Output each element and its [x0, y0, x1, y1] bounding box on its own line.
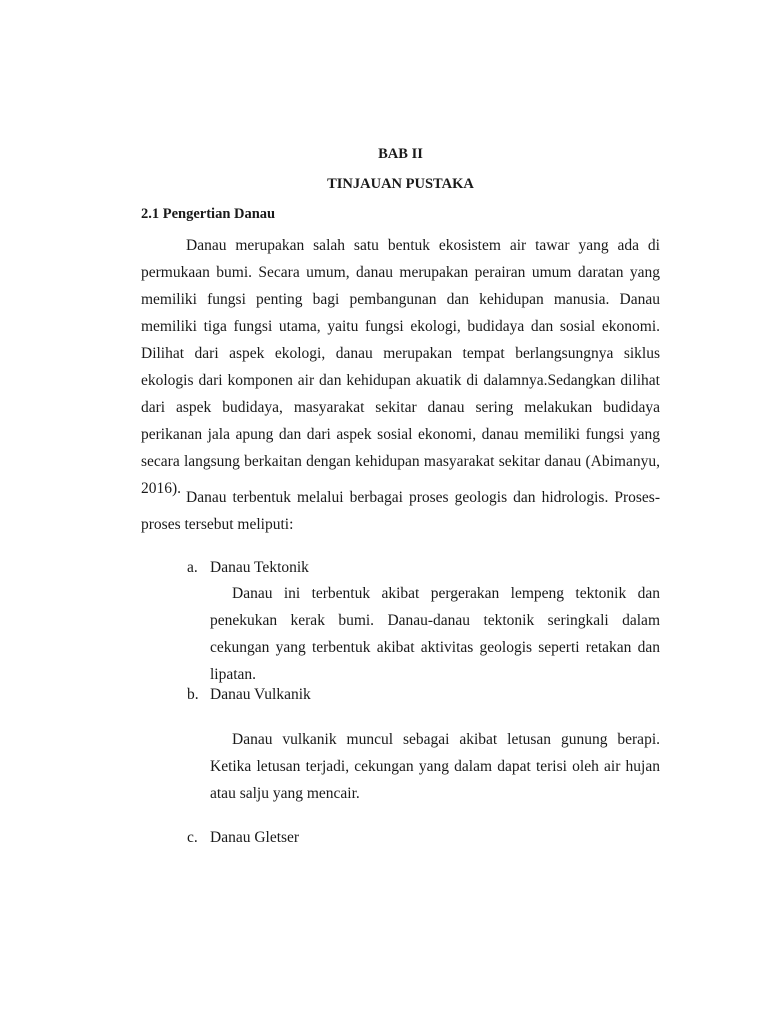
list-item-title: Danau Gletser: [210, 829, 300, 846]
list-item-marker: b.: [187, 686, 199, 703]
paragraph: Danau merupakan salah satu bentuk ekosistem air tawar yang ada di permukaan bumi. Secara umum, danau merupakan perairan umum daratan yang memiliki fungsi penting bagi pembangunan dan kehidupan manusia. Danau memiliki tiga fungsi utama, yaitu fungsi ekologi, budidaya dan sosial ekonomi. Dilihat dari aspek ekologi, danau merupakan tempat berlangsungnya siklus ekologis dari komponen air dan kehidupan akuatik di dalamnya.Sedangkan dilihat dari aspek budidaya, masyarakat sekitar danau sering melakukan budidaya perikanan jala apung dan dari aspek sosial ekonomi, danau memiliki fungsi yang secara langsung berkaitan dengan kehidupan masyarakat sekitar danau (Abimanyu, 2016).: [141, 237, 660, 497]
list-item-title: Danau Tektonik: [210, 559, 309, 576]
list-item-label: [187, 681, 311, 708]
list-item-title: Danau Vulkanik: [210, 686, 311, 703]
list-item-description: Danau ini terbentuk akibat pergerakan lempeng tektonik dan penekukan kerak bumi. Danau-danau tektonik seringkali dalam cekungan yang terbentuk akibat aktivitas geologis seperti retakan dan lipatan.: [210, 585, 660, 683]
list-item-marker: a.: [187, 559, 198, 576]
list-item-label: [187, 824, 299, 851]
chapter-title: TINJAUAN PUSTAKA: [327, 176, 474, 192]
list-item-description: Danau vulkanik muncul sebagai akibat letusan gunung berapi. Ketika letusan terjadi, cekungan yang dalam dapat terisi oleh air hujan atau salju yang mencair.: [210, 731, 660, 802]
list-item-marker: c.: [187, 829, 198, 846]
list-item-label: [187, 554, 309, 581]
chapter-heading: BAB II: [378, 146, 423, 162]
paragraph: Danau terbentuk melalui berbagai proses geologis dan hidrologis. Proses-proses tersebut meliputi:: [141, 489, 660, 533]
section-heading: 2.1 Pengertian Danau: [141, 206, 276, 222]
